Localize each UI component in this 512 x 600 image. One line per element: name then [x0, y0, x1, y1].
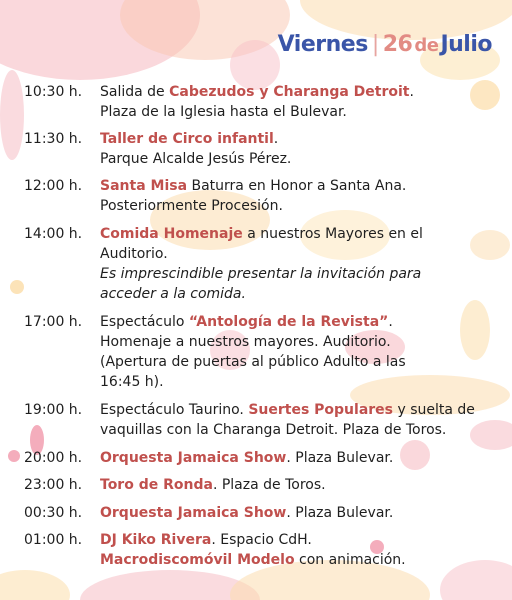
event-highlight: Comida Homenaje	[100, 226, 243, 242]
event-time: 10:30 h.	[24, 84, 83, 100]
title-separator: |	[371, 32, 379, 57]
page-title	[278, 32, 492, 57]
event-highlight: DJ Kiko Rivera	[100, 532, 212, 548]
event-highlight: Santa Misa	[100, 178, 188, 194]
event-description: Salida de Cabezudos y Charanga Detroit. Plaza de la Iglesia hasta el Bulevar.	[100, 84, 414, 120]
event-description: Orquesta Jamaica Show. Plaza Bulevar.	[100, 505, 394, 521]
event-highlight: Cabezudos y Charanga Detroit	[169, 84, 410, 100]
event-description: Santa Misa Baturra en Honor a Santa Ana. Posteriormente Procesión.	[100, 178, 407, 214]
event-time: 23:00 h.	[24, 477, 83, 493]
event-highlight: “Antología de la Revista”	[188, 314, 389, 330]
event-highlight: Taller de Circo infantil	[100, 131, 274, 147]
event-note: Es imprescindible presentar la invitación para	[100, 266, 422, 282]
event-time: 14:00 h.	[24, 226, 83, 242]
event-time: 20:00 h.	[24, 450, 83, 466]
event-time: 11:30 h.	[24, 131, 83, 147]
event-description: Espectáculo Taurino. Suertes Populares y suelta de vaquillas con la Charanga Detroit. Plaza de Toros.	[100, 402, 475, 438]
event-highlight: Orquesta Jamaica Show	[100, 450, 287, 466]
event-time: 01:00 h.	[24, 532, 83, 548]
event-time: 17:00 h.	[24, 314, 83, 330]
event-highlight: Suertes Populares	[248, 402, 394, 418]
title-date-de: de	[414, 35, 439, 56]
title-month: Julio	[440, 32, 492, 57]
event-description: Orquesta Jamaica Show. Plaza Bulevar.	[100, 450, 394, 466]
title-date-number: 26	[382, 32, 413, 57]
event-highlight: Toro de Ronda	[100, 477, 213, 493]
event-description: Comida Homenaje a nuestros Mayores en el Auditorio. Es imprescindible presentar la invitación para acceder a la comida.	[100, 226, 423, 302]
event-description: Toro de Ronda. Plaza de Toros.	[100, 477, 326, 493]
event-time: 12:00 h.	[24, 178, 83, 194]
event-time: 19:00 h.	[24, 402, 83, 418]
event-description: DJ Kiko Rivera. Espacio CdH. Macrodiscomóvil Modelo con animación.	[100, 532, 406, 568]
event-description: Espectáculo “Antología de la Revista”. Homenaje a nuestros mayores. Auditorio. (Apertura de puertas al público Adulto a las 16:45 h).	[100, 314, 406, 390]
event-highlight: Orquesta Jamaica Show	[100, 505, 287, 521]
event-note: acceder a la comida.	[100, 286, 246, 302]
event-highlight: Macrodiscomóvil Modelo	[100, 552, 295, 568]
title-day: Viernes	[277, 32, 368, 57]
event-time: 00:30 h.	[24, 505, 83, 521]
event-description: Taller de Circo infantil. Parque Alcalde Jesús Pérez.	[100, 131, 292, 167]
